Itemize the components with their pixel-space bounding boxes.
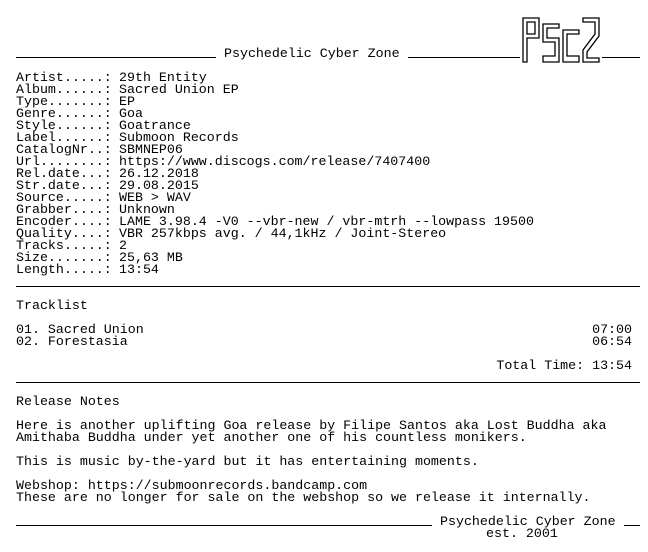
footer-established: est. 2001 xyxy=(486,526,558,541)
info-key: Size.......: xyxy=(16,250,112,265)
info-value: VBR 257kbps avg. / 44,1kHz / Joint-Stereo xyxy=(119,226,447,241)
info-value: WEB > WAV xyxy=(119,190,191,205)
info-key: Url........: xyxy=(16,154,112,169)
notes-text: Here is another uplifting Goa release by Filipe Santos aka Lost Buddha aka xyxy=(16,418,607,433)
info-key: Rel.date...: xyxy=(16,166,112,181)
info-value: EP xyxy=(119,94,135,109)
notes-text: Webshop: https://submoonrecords.bandcamp.com xyxy=(16,478,368,493)
info-key: Source.....: xyxy=(16,190,112,205)
info-key: Quality....: xyxy=(16,226,112,241)
divider-1 xyxy=(16,286,640,287)
info-key: Artist.....: xyxy=(16,70,112,85)
info-key: Type.......: xyxy=(16,94,112,109)
notes-heading: Release Notes xyxy=(16,394,120,409)
info-value: SBMNEP06 xyxy=(119,142,183,157)
track-time: 07:00 xyxy=(592,322,632,337)
info-key: Length.....: xyxy=(16,262,112,277)
track-name: 01. Sacred Union xyxy=(16,322,144,337)
info-value: 29.08.2015 xyxy=(119,178,199,193)
info-value: LAME 3.98.4 -V0 --vbr-new / vbr-mtrh --lowpass 19500 xyxy=(119,214,534,229)
header-title: Psychedelic Cyber Zone xyxy=(224,46,400,61)
tracklist-heading: Tracklist xyxy=(16,298,88,313)
info-key: Str.date...: xyxy=(16,178,112,193)
info-value: Goa xyxy=(119,106,143,121)
info-value: 2 xyxy=(119,238,127,253)
info-key: Tracks.....: xyxy=(16,238,112,253)
info-key: Grabber....: xyxy=(16,202,112,217)
info-value: 26.12.2018 xyxy=(119,166,199,181)
info-value: Submoon Records xyxy=(119,130,239,145)
info-key: CatalogNr..: xyxy=(16,142,112,157)
info-key: Genre......: xyxy=(16,106,112,121)
total-time: Total Time: 13:54 xyxy=(496,358,632,373)
info-value: Sacred Union EP xyxy=(119,82,239,97)
info-key: Style......: xyxy=(16,118,112,133)
header-rule-right xyxy=(602,57,640,58)
footer-rule-right xyxy=(624,525,640,526)
info-value: Goatrance xyxy=(119,118,191,133)
header-rule-left xyxy=(16,57,216,58)
footer-rule-left xyxy=(16,525,432,526)
info-value: Unknown xyxy=(119,202,175,217)
pscz-logo xyxy=(521,16,601,64)
info-key: Encoder....: xyxy=(16,214,112,229)
info-key: Album......: xyxy=(16,82,112,97)
track-name: 02. Forestasia xyxy=(16,334,128,349)
notes-text: Amithaba Buddha under yet another one of his countless monikers. xyxy=(16,430,527,445)
divider-2 xyxy=(16,382,640,383)
header-rule-mid xyxy=(408,57,520,58)
notes-text: This is music by-the-yard but it has entertaining moments. xyxy=(16,454,479,469)
info-value: 13:54 xyxy=(119,262,159,277)
footer-title: Psychedelic Cyber Zone xyxy=(440,514,616,529)
info-key: Label......: xyxy=(16,130,112,145)
track-time: 06:54 xyxy=(592,334,632,349)
info-value: 29th Entity xyxy=(119,70,207,85)
notes-text: These are no longer for sale on the webshop so we release it internally. xyxy=(16,490,591,505)
info-value: 25,63 MB xyxy=(119,250,183,265)
info-value: https://www.discogs.com/release/7407400 xyxy=(119,154,431,169)
